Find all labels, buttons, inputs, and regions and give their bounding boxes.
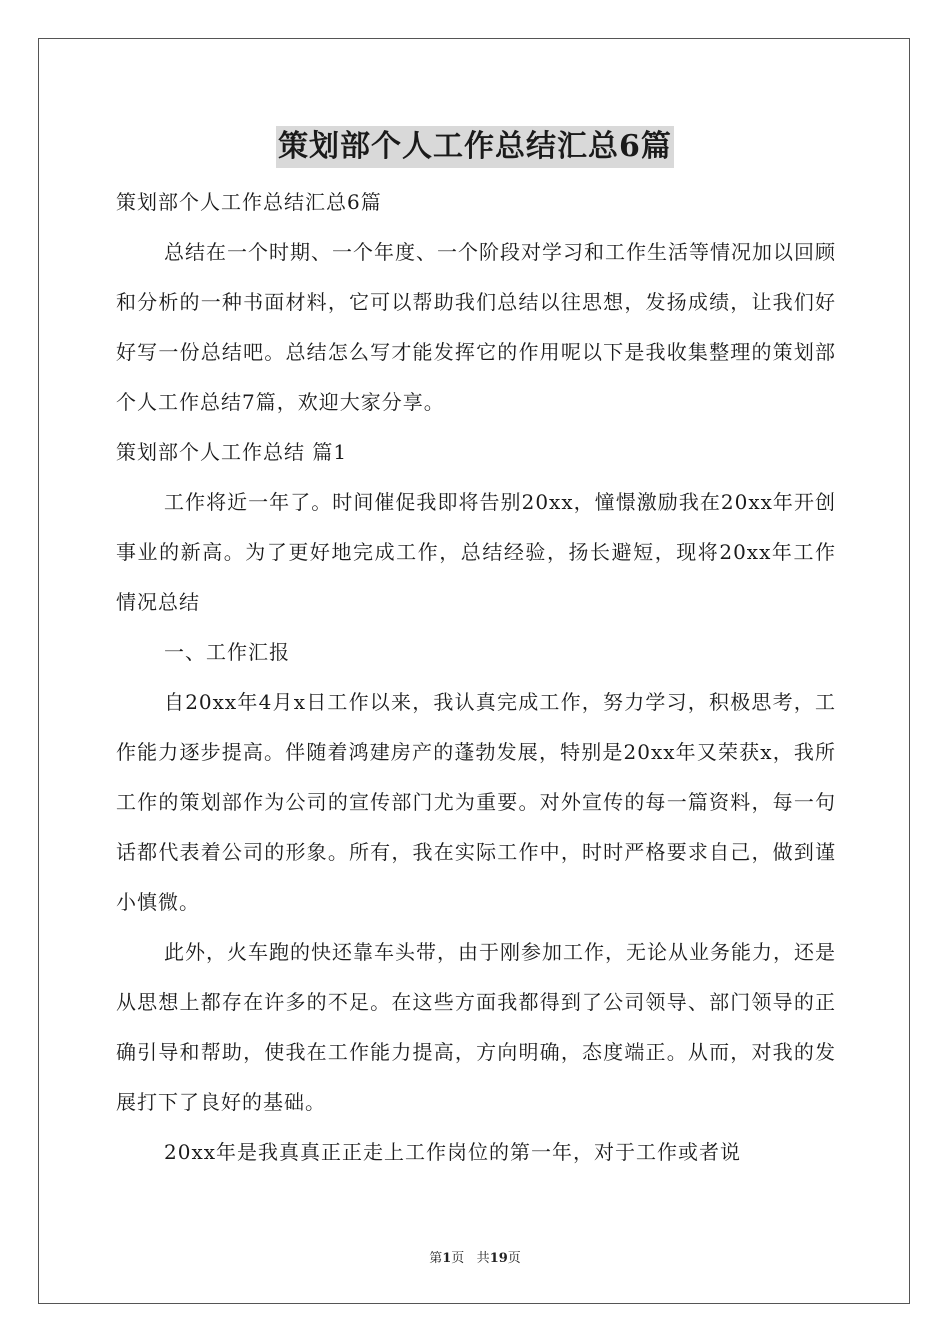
footer-total-suffix: 页 bbox=[507, 1251, 521, 1266]
footer-page-number: 1 bbox=[442, 1251, 452, 1266]
footer-total-pages: 19 bbox=[489, 1251, 508, 1266]
intro-paragraph: 总结在一个时期、一个年度、一个阶段对学习和工作生活等情况加以回顾和分析的一种书面材料，它可以帮助我们总结以往思想，发扬成绩，让我们好好写一份总结吧。总结怎么写才能发挥它的作用呢以下是我收集整理的策划部个人工作总结7篇，欢迎大家分享。 bbox=[116, 240, 836, 414]
subsection-heading: 一、工作汇报 bbox=[164, 640, 290, 664]
body-paragraph: 此外，火车跑的快还靠车头带，由于刚参加工作，无论从业务能力，还是从思想上都存在许多的不足。在这些方面我都得到了公司领导、部门领导的正确引导和帮助，使我在工作能力提高，方向明确，态度端正。从而，对我的发展打下了良好的基础。 bbox=[116, 940, 836, 1114]
footer-prefix: 第 bbox=[429, 1251, 443, 1266]
body-paragraph: 工作将近一年了。时间催促我即将告别20xx，憧憬激励我在20xx年开创事业的新高。为了更好地完成工作，总结经验，扬长避短，现将20xx年工作情况总结 bbox=[116, 490, 836, 614]
document-title: 策划部个人工作总结汇总6篇 bbox=[276, 126, 674, 168]
footer-page-suffix: 页 bbox=[451, 1251, 465, 1266]
document-body bbox=[116, 177, 836, 1177]
page-footer bbox=[0, 1247, 950, 1266]
footer-total-prefix: 共 bbox=[476, 1251, 490, 1266]
subtitle-paragraph: 策划部个人工作总结汇总6篇 bbox=[116, 190, 382, 214]
body-paragraph: 自20xx年4月x日工作以来，我认真完成工作，努力学习，积极思考，工作能力逐步提高。伴随着鸿建房产的蓬勃发展，特别是20xx年又荣获x，我所工作的策划部作为公司的宣传部门尤为重要。对外宣传的每一篇资料，每一句话都代表着公司的形象。所有，我在实际工作中，时时严格要求自己，做到谨小慎微。 bbox=[116, 690, 836, 914]
title-wrap bbox=[0, 126, 950, 168]
body-paragraph: 20xx年是我真真正正走上工作岗位的第一年，对于工作或者说 bbox=[164, 1140, 742, 1164]
section-heading: 策划部个人工作总结 篇1 bbox=[116, 440, 348, 464]
